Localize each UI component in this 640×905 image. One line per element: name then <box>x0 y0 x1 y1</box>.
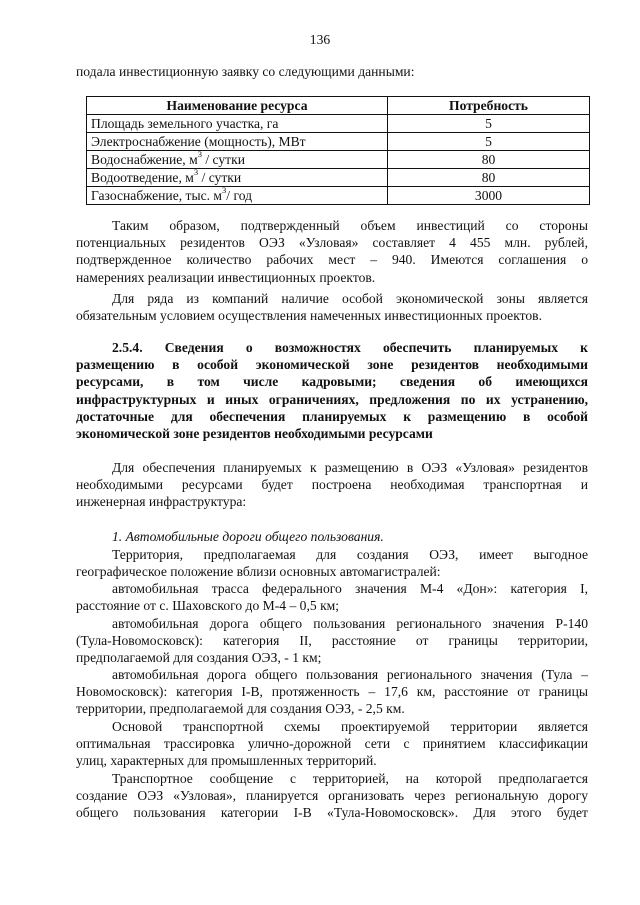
paragraph-road-m4: автомобильная трасса федерального значения М-4 «Дон»: категория I, расстояние от с. Шаховского до М-4 – 0,5 км; <box>76 581 588 614</box>
resource-value: 3000 <box>388 187 590 205</box>
resource-name: Водоснабжение, $м^3$ / сутки <box>87 151 388 169</box>
paragraph-transport-link: Транспортное сообщение с территорией, на которой предполагается создание ОЭЗ «Узловая», планируется организовать через региональную дорогу общего пользования категории I-В «Тула-Новомосковск». Для этого будет <box>76 771 588 821</box>
paragraph-infrastructure: Для обеспечения планируемых к размещению в ОЭЗ «Узловая» резидентов необходимыми ресурсами будет построена необходимая транспортная и инженерная инфраструктура: <box>76 460 588 510</box>
subheading-roads: 1. Автомобильные дороги общего пользования. <box>112 529 384 544</box>
intro-text: подала инвестиционную заявку со следующими данными: <box>76 64 415 79</box>
paragraph-investment-summary: Таким образом, подтвержденный объем инвестиций со стороны потенциальных резидентов ОЭЗ «Узловая» составляет 4 455 млн. рублей, подтвержденное количество рабочих мест – 940. Имеются соглашения о намерениях реализации инвестиционных проектов. <box>76 218 588 285</box>
paragraph-road-r140: автомобильная дорога общего пользования регионального значения Р-140 (Тула-Новомосковск): категория II, расстояние от границы территории, предполагаемой для создания ОЭЗ, - 1 км; <box>76 616 588 666</box>
paragraph-sez-condition: Для ряда из компаний наличие особой экономической зоны является обязательным условием осуществления намеченных инвестиционных проектов. <box>76 291 588 324</box>
resource-name: Водоотведение, $м^3$ / сутки <box>87 169 388 187</box>
resource-value: 80 <box>388 169 590 187</box>
resource-table <box>86 96 590 205</box>
table-header-row <box>87 97 590 115</box>
resource-value: 5 <box>388 133 590 151</box>
table-row <box>87 187 590 205</box>
section-heading-2-5-4: 2.5.4. Сведения о возможностях обеспечить планируемых к размещению в особой экономической зоне резидентов необходимыми ресурсами, в том числе кадровыми; сведения об имеющихся инфраструктурных и иных ограничениях, предложения по их устранению, достаточные для обеспечения планируемых к размещению в особой экономической зоне резидентов необходимыми ресурсами <box>76 340 588 441</box>
paragraph-road-regional: автомобильная дорога общего пользования регионального значения (Тула – Новомосковск): категория I-В, протяженность – 17,6 км, расстояние от границы территории, предполагаемой для создания ОЭЗ, - 2,5 км. <box>76 667 588 717</box>
paragraph-territory: Территория, предполагаемая для создания ОЭЗ, имеет выгодное географическое положение вблизи основных автомагистралей: <box>76 547 588 580</box>
resource-value: 5 <box>388 115 590 133</box>
paragraph-transport-scheme: Основой транспортной схемы проектируемой территории является оптимальная трассировка улично-дорожной сети с принятием классификации улиц, характерных для промышленных территорий. <box>76 719 588 769</box>
col-header-demand: Потребность <box>388 97 590 115</box>
resource-name: Площадь земельного участка, га <box>87 115 388 133</box>
table-row <box>87 151 590 169</box>
table-row <box>87 115 590 133</box>
table-row <box>87 133 590 151</box>
table-row <box>87 169 590 187</box>
resource-name: Электроснабжение (мощность), МВт <box>87 133 388 151</box>
col-header-resource: Наименование ресурса <box>87 97 388 115</box>
resource-name: Газоснабжение, тыс. $м^3/$ год <box>87 187 388 205</box>
resource-value: 80 <box>388 151 590 169</box>
page-number: 136 <box>309 32 331 47</box>
intro-line <box>76 63 588 80</box>
